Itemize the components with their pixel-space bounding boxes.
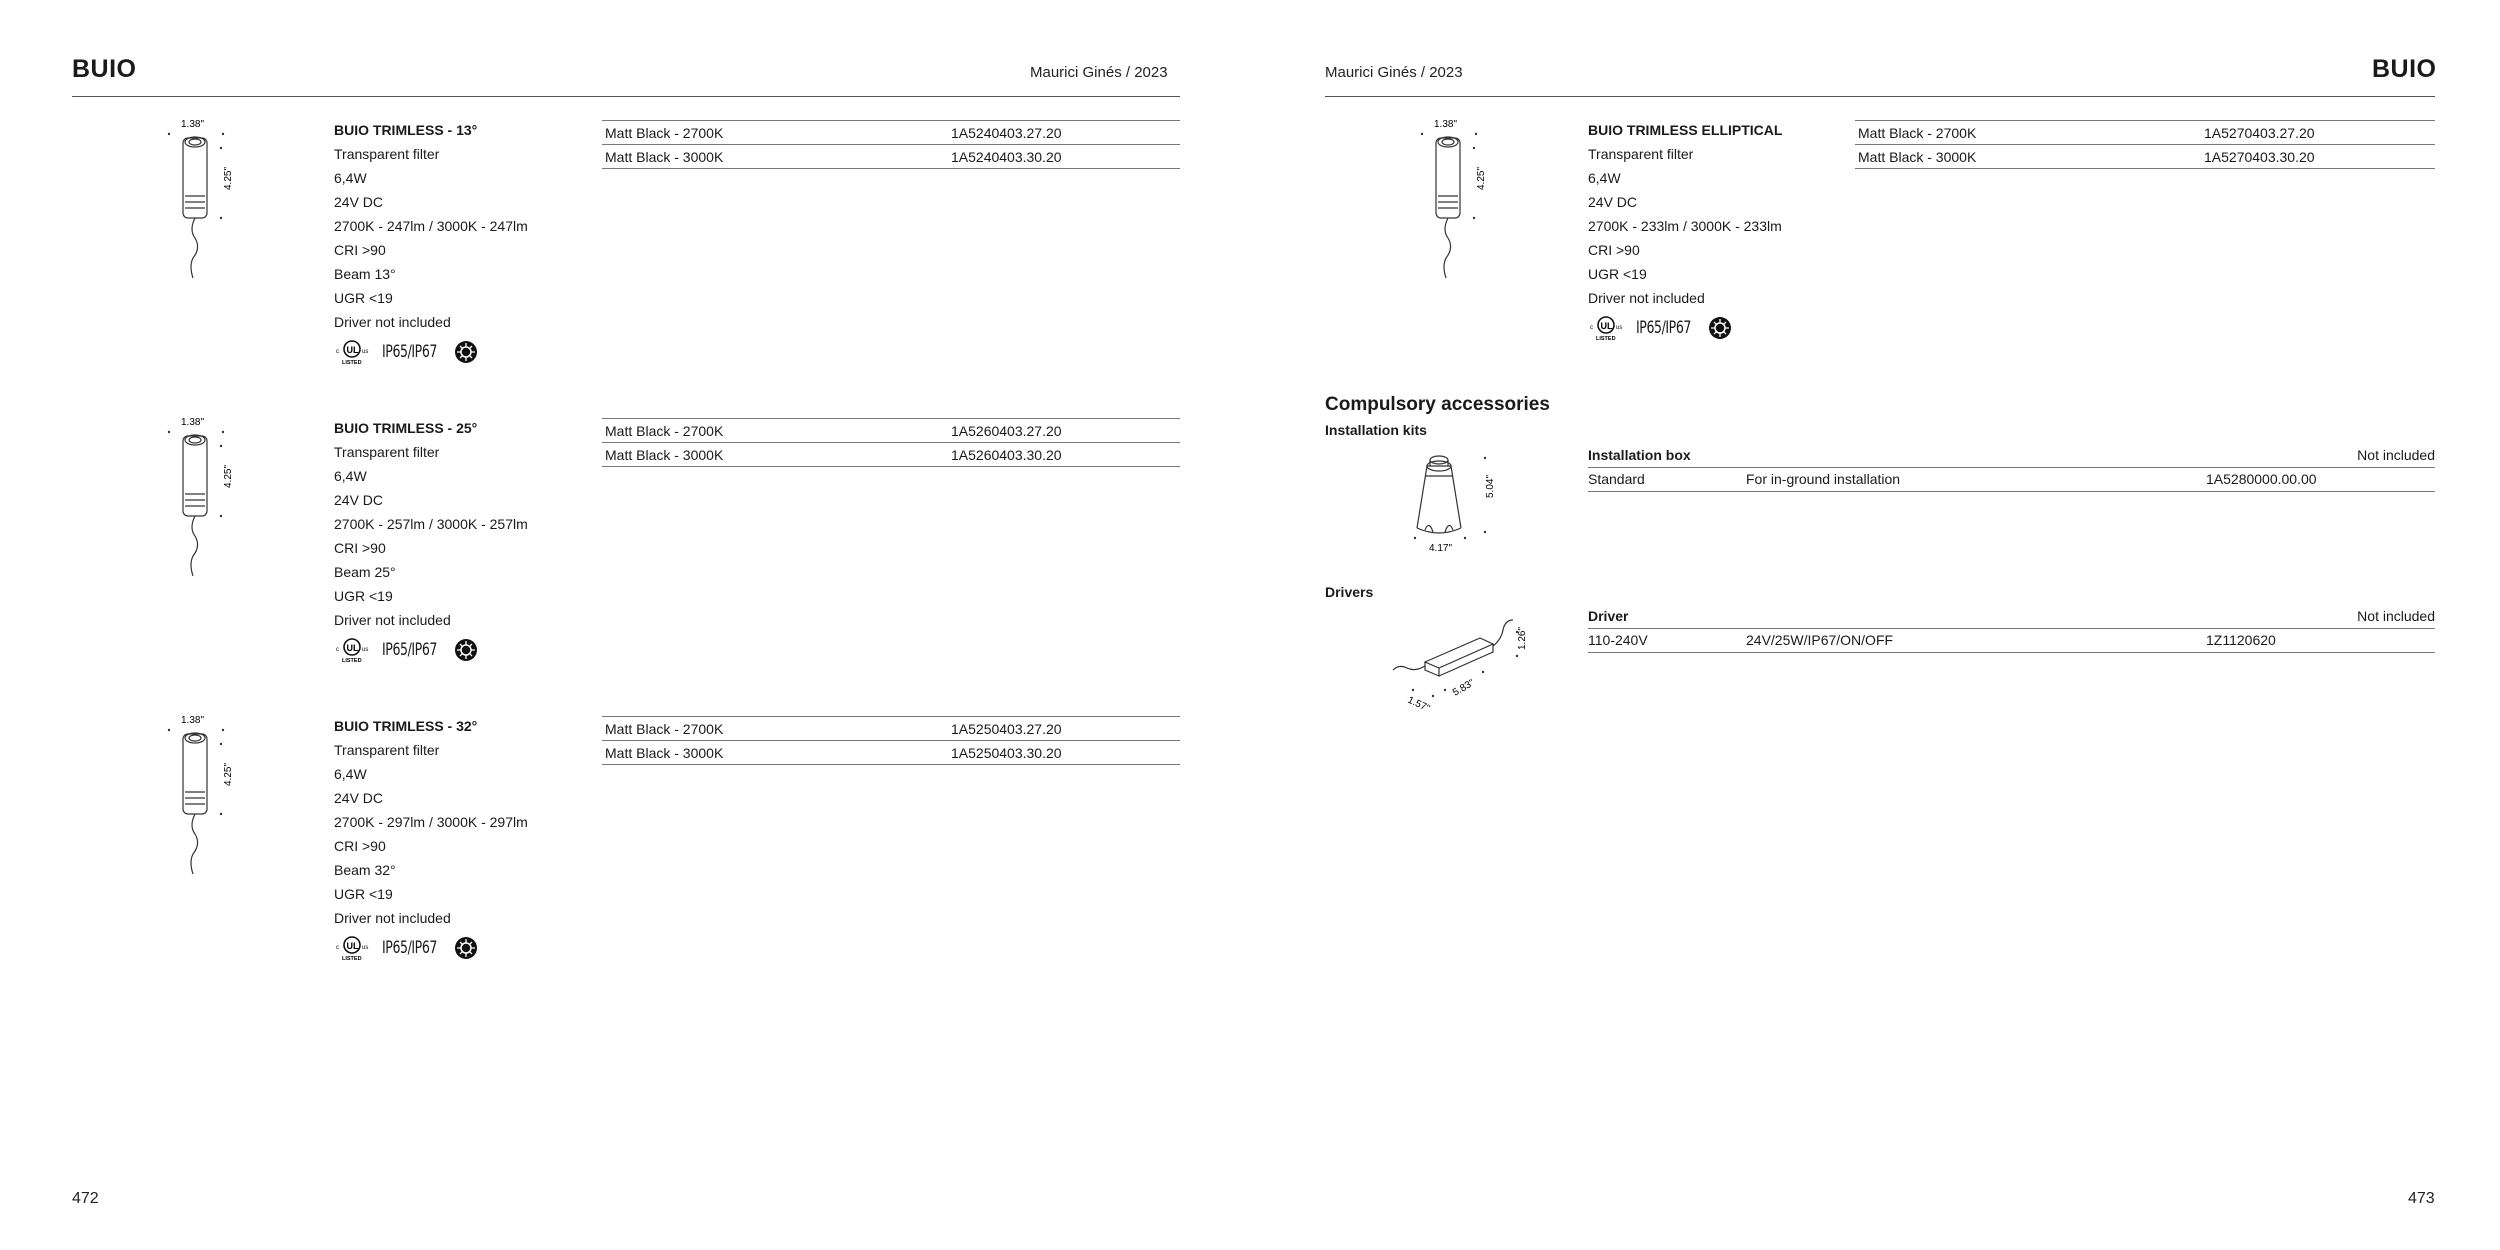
luminaire-drawing [155, 416, 235, 586]
code-cell: 1A5250403.30.20 [951, 744, 1062, 761]
dim-dot [220, 743, 222, 745]
ul-listed-label: LISTED [342, 658, 362, 664]
finish-cell: Matt Black - 3000K [605, 148, 724, 165]
svg-text:us: us [362, 647, 369, 653]
height-dim-label: 4.25" [223, 762, 234, 786]
width-dim-label: 1.38" [1434, 119, 1458, 130]
height-dim-label: 4.25" [223, 166, 234, 190]
finish-cell: Matt Black - 3000K [605, 744, 724, 761]
installation-box-status: Not included [2357, 446, 2435, 463]
spec-line: 24V DC [334, 790, 384, 806]
svg-text:us: us [362, 945, 369, 951]
gear-flame-icon [454, 936, 478, 960]
dim-dot [1414, 537, 1416, 539]
spec-line: CRI >90 [334, 242, 386, 258]
page-number-right: 473 [2408, 1190, 2435, 1207]
dim-dot [168, 729, 170, 731]
table-row [602, 717, 1180, 741]
spec-line: Transparent filter [334, 742, 440, 758]
spec-line: Driver not included [334, 612, 451, 628]
spec-line: CRI >90 [334, 540, 386, 556]
ip-rating: IP65/IP67 [382, 342, 437, 362]
gear-flame-icon [1708, 316, 1732, 340]
product-code-table [602, 716, 1180, 765]
dim-dot [1421, 133, 1423, 135]
dim-dot [222, 729, 224, 731]
certifications [334, 338, 528, 366]
product-title: BUIO TRIMLESS ELLIPTICAL [1588, 122, 1783, 138]
dim-dot [220, 445, 222, 447]
table-row [1588, 467, 2435, 491]
driver-code: 1Z1120620 [2206, 632, 2276, 648]
spec-line: Beam 32° [334, 862, 396, 878]
spec-line: 6,4W [334, 468, 367, 484]
ul-listed-icon [334, 934, 374, 962]
svg-text:c: c [336, 349, 339, 355]
ip-rating: IP65/IP67 [382, 640, 437, 660]
dim-dot [168, 133, 170, 135]
driver-width-label: 1.57" [1405, 694, 1432, 714]
code-cell: 1A5260403.27.20 [951, 422, 1062, 439]
finish-cell: Matt Black - 2700K [1858, 124, 1977, 141]
product-spec [1588, 118, 1782, 342]
svg-text:UL: UL [346, 941, 359, 951]
installation-box-name: Standard [1588, 471, 1645, 487]
installation-kits-subtitle: Installation kits [1325, 422, 1427, 438]
code-cell: 1A5250403.27.20 [951, 720, 1062, 737]
spec-line: UGR <19 [1588, 266, 1647, 282]
dim-dot [1412, 689, 1414, 691]
installation-box-desc: For in-ground installation [1746, 471, 1901, 487]
spec-line: 24V DC [334, 194, 384, 210]
ul-listed-icon [334, 338, 374, 366]
product-title: BUIO TRIMLESS - 25° [334, 420, 478, 436]
driver-height-label: 1.26" [1517, 626, 1528, 650]
gear-flame-icon [454, 638, 478, 662]
dim-dot [220, 515, 222, 517]
dim-dot [1482, 671, 1484, 673]
spec-line: Driver not included [334, 910, 451, 926]
finish-cell: Matt Black - 2700K [605, 124, 724, 141]
dim-dot [1432, 695, 1434, 697]
installation-box-header: Installation box [1588, 446, 1691, 463]
code-cell: 1A5270403.27.20 [2204, 124, 2315, 141]
svg-text:UL: UL [1600, 321, 1613, 331]
finish-cell: Matt Black - 3000K [1858, 148, 1977, 165]
author-left: Maurici Ginés / 2023 [1030, 64, 1168, 81]
spec-line: Driver not included [1588, 290, 1705, 306]
installation-box-table [1588, 443, 2435, 492]
spec-line: 6,4W [334, 170, 367, 186]
svg-text:c: c [1590, 325, 1593, 331]
spec-line: UGR <19 [334, 886, 393, 902]
dim-dot [168, 431, 170, 433]
installation-box-header-row [1588, 443, 2435, 467]
width-dim-label: 1.38" [181, 119, 205, 130]
product-code-table [1855, 120, 2435, 169]
height-dim-label: 4.25" [1476, 166, 1487, 190]
finish-cell: Matt Black - 3000K [605, 446, 724, 463]
dim-dot [222, 431, 224, 433]
brand-title-left: BUIO [72, 55, 137, 83]
installation-height-label: 5.04" [1485, 474, 1496, 498]
certifications [334, 934, 528, 962]
svg-text:c: c [336, 647, 339, 653]
height-dim-label: 4.25" [223, 464, 234, 488]
header-rule-right [1325, 96, 2435, 97]
width-dim-label: 1.38" [181, 715, 205, 726]
driver-desc: 24V/25W/IP67/ON/OFF [1746, 632, 1894, 648]
header-rule-left [72, 96, 1180, 97]
svg-text:us: us [1616, 325, 1623, 331]
svg-text:UL: UL [346, 643, 359, 653]
dim-dot [1444, 689, 1446, 691]
svg-text:c: c [336, 945, 339, 951]
code-cell: 1A5270403.30.20 [2204, 148, 2315, 165]
spec-line: Transparent filter [334, 146, 440, 162]
spec-line: 2700K - 257lm / 3000K - 257lm [334, 516, 528, 532]
table-row [1855, 121, 2435, 145]
certifications [334, 636, 528, 664]
luminaire-drawing [1408, 118, 1488, 288]
spec-line: Driver not included [334, 314, 451, 330]
page-number-left: 472 [72, 1190, 99, 1207]
spec-line: 2700K - 233lm / 3000K - 233lm [1588, 218, 1782, 234]
table-row [602, 443, 1180, 467]
dim-dot [1475, 133, 1477, 135]
accessories-title: Compulsory accessories [1325, 394, 1550, 415]
installation-box-code: 1A5280000.00.00 [2206, 471, 2317, 487]
ip-rating: IP65/IP67 [1636, 318, 1691, 338]
dim-dot [220, 217, 222, 219]
installation-width-label: 4.17" [1429, 543, 1453, 554]
product-title: BUIO TRIMLESS - 32° [334, 718, 478, 734]
ul-listed-icon [1588, 314, 1628, 342]
driver-status: Not included [2357, 607, 2435, 624]
finish-cell: Matt Black - 2700K [605, 422, 724, 439]
installation-box-drawing [1395, 448, 1515, 558]
spec-line: 6,4W [1588, 170, 1621, 186]
spec-line: UGR <19 [334, 290, 393, 306]
table-row [602, 121, 1180, 145]
svg-text:us: us [362, 349, 369, 355]
ul-listed-label: LISTED [342, 956, 362, 962]
ul-listed-label: LISTED [1596, 336, 1616, 342]
spec-line: 2700K - 297lm / 3000K - 297lm [334, 814, 528, 830]
driver-header: Driver [1588, 607, 1629, 624]
code-cell: 1A5240403.30.20 [951, 148, 1062, 165]
table-row [602, 145, 1180, 169]
ip-rating: IP65/IP67 [382, 938, 437, 958]
product-spec [334, 118, 528, 366]
product-spec [334, 416, 528, 664]
spec-line: CRI >90 [1588, 242, 1640, 258]
luminaire-drawing [155, 714, 235, 884]
spec-line: 24V DC [1588, 194, 1638, 210]
dim-dot [1464, 537, 1466, 539]
spec-line: CRI >90 [334, 838, 386, 854]
spec-line: 2700K - 247lm / 3000K - 247lm [334, 218, 528, 234]
product-code-table [602, 120, 1180, 169]
dim-dot [1484, 531, 1486, 533]
certifications [1588, 314, 1782, 342]
drivers-subtitle: Drivers [1325, 584, 1374, 600]
dim-dot [222, 133, 224, 135]
dim-dot [1473, 147, 1475, 149]
table-row [1855, 145, 2435, 169]
driver-drawing [1385, 610, 1535, 714]
dim-dot [1473, 217, 1475, 219]
product-spec [334, 714, 528, 962]
spec-line: Beam 25° [334, 564, 396, 580]
driver-name: 110-240V [1588, 632, 1648, 648]
author-right: Maurici Ginés / 2023 [1325, 64, 1463, 81]
driver-header-row [1588, 604, 2435, 628]
luminaire-drawing [155, 118, 235, 288]
table-row [602, 741, 1180, 765]
dim-dot [220, 813, 222, 815]
spec-line: Transparent filter [1588, 146, 1694, 162]
width-dim-label: 1.38" [181, 417, 205, 428]
spec-line: Beam 13° [334, 266, 396, 282]
driver-table [1588, 604, 2435, 653]
brand-title-right: BUIO [2372, 55, 2437, 83]
ul-listed-icon [334, 636, 374, 664]
table-row [602, 419, 1180, 443]
dim-dot [1516, 655, 1518, 657]
spec-line: 24V DC [334, 492, 384, 508]
gear-flame-icon [454, 340, 478, 364]
svg-text:UL: UL [346, 345, 359, 355]
product-title: BUIO TRIMLESS - 13° [334, 122, 478, 138]
finish-cell: Matt Black - 2700K [605, 720, 724, 737]
code-cell: 1A5260403.30.20 [951, 446, 1062, 463]
product-code-table [602, 418, 1180, 467]
dim-dot [220, 147, 222, 149]
ul-listed-label: LISTED [342, 360, 362, 366]
driver-length-label: 5.83" [1451, 677, 1477, 699]
table-row [1588, 628, 2435, 652]
spec-line: UGR <19 [334, 588, 393, 604]
spec-line: Transparent filter [334, 444, 440, 460]
dim-dot [1484, 457, 1486, 459]
spec-line: 6,4W [334, 766, 367, 782]
code-cell: 1A5240403.27.20 [951, 124, 1062, 141]
